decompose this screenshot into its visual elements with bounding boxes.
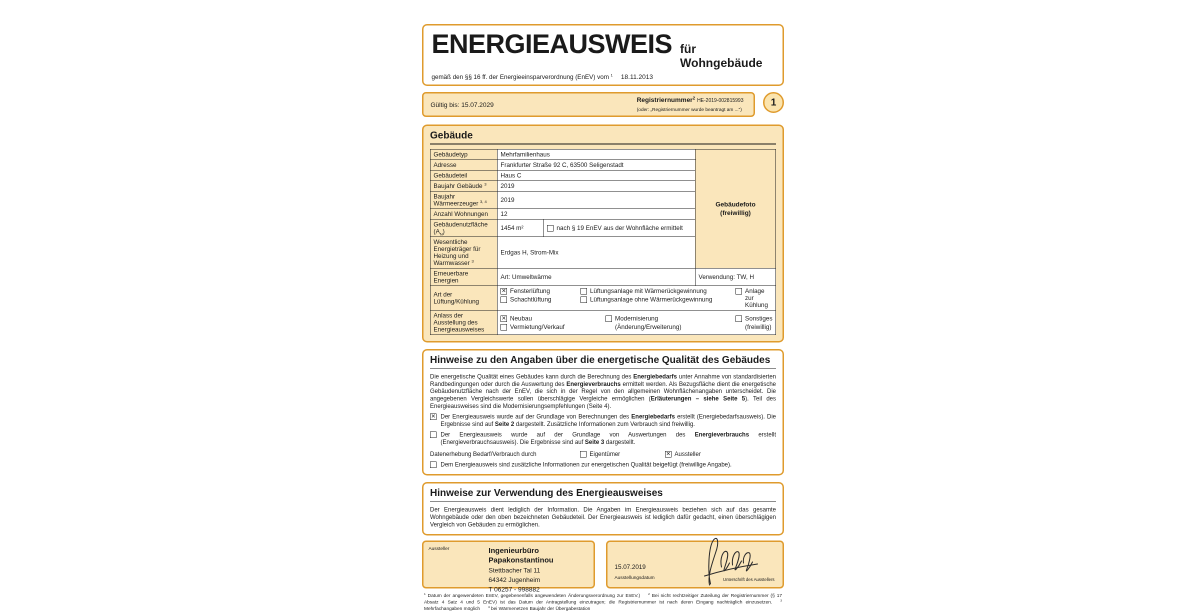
energy-carrier-value: Erdgas H, Strom-Mix bbox=[497, 237, 695, 269]
row-label: Gebäudetyp bbox=[430, 149, 497, 160]
checkbox-neubau[interactable]: ✕ bbox=[501, 315, 507, 322]
row-label: Wesentliche Energieträger für Heizung und Warmwasser $^3$ bbox=[430, 237, 497, 269]
row-label: Adresse bbox=[430, 160, 497, 171]
signature-box bbox=[606, 541, 784, 589]
bedarfsausweis-item bbox=[430, 413, 776, 428]
address-value: Frankfurter Straße 92 C, 63500 Seligenstadt bbox=[497, 160, 695, 171]
issuer-address: Stettbacher Tal 11 64342 Jugenheim T 06257 - 998882 bbox=[488, 566, 541, 593]
issuer-info bbox=[488, 546, 554, 593]
issuer-signature-row bbox=[422, 541, 784, 593]
checkbox-sonstiges[interactable] bbox=[736, 315, 743, 322]
renewable-type-value: Art: Umweltwärme bbox=[497, 268, 695, 286]
registry-number-line: Registriernummer$^2$HE-2019-002815993 bbox=[636, 95, 744, 104]
quality-notes-paragraph: Die energetische Qualität eines Gebäudes kann durch die Berechnung des Energiebedarfs unter Annahme von standardisierten Randbedingungen oder durch die Auswertung des Energieverbrauchs ermittelt werden. Als Bezugsfläche dient die energetische Gebäudenutzfläche nach der EnEV, die sich in der Regel von den allgemeinen Wohnflächenangaben unterscheidet. Die angegebenen Vergleichswerte sollen überschlägige Vergleiche ermöglichen (Erläuterungen – siehe Seite 5). Teil des Energieausweises sind die Modernisierungsempfehlungen (Seite 4). bbox=[430, 373, 777, 410]
usage-notes-title: Hinweise zur Verwendung des Energieausweises bbox=[430, 488, 776, 502]
document-subtitle: gemäß den §§ 16 ff. der Energieeinsparverordnung (EnEV) vom $^1$ bbox=[431, 72, 613, 81]
quality-notes-title: Hinweise zu den Angaben über die energetische Qualität des Gebäudes bbox=[430, 355, 776, 369]
checkbox-area-from-living-space[interactable] bbox=[547, 225, 554, 232]
table-row bbox=[430, 286, 776, 311]
checkbox-label: Schachtlüftung bbox=[510, 296, 552, 303]
usage-notes-section bbox=[422, 482, 784, 535]
row-label: Art der Lüftung/Kühlung bbox=[430, 286, 497, 311]
signature-label: Unterschrift des Ausstellers bbox=[723, 577, 775, 583]
checkbox-label: Neubau bbox=[510, 314, 532, 322]
building-section bbox=[422, 125, 784, 343]
registry-number: HE-2019-002815993 bbox=[697, 97, 744, 104]
checkbox-bedarfsausweis[interactable]: ✕ bbox=[430, 413, 436, 420]
checkbox-verbrauchsausweis[interactable] bbox=[430, 432, 437, 439]
issuer-label: Aussteller bbox=[428, 546, 450, 552]
extra-info-text: Dem Energieausweis sind zusätzliche Informationen zur energetischen Qualität beigefügt (freiwillige Angabe). bbox=[440, 460, 732, 468]
checkbox-label: Sonstiges bbox=[745, 314, 773, 322]
building-section-title: Gebäude bbox=[430, 130, 776, 145]
table-row bbox=[430, 310, 776, 335]
checkbox-fensterlueftung[interactable]: ✕ bbox=[501, 288, 507, 294]
row-label: Gebäudenutzfläche $(A_N)$ bbox=[430, 219, 497, 237]
energy-certificate-page bbox=[422, 24, 784, 612]
row-label: Anlass der Ausstellung des Energieausweises bbox=[430, 310, 497, 335]
validity-row bbox=[422, 92, 784, 118]
building-type-value: Mehrfamilienhaus bbox=[497, 149, 695, 160]
issue-date-block bbox=[615, 562, 655, 582]
checkbox-modernisierung[interactable] bbox=[606, 315, 613, 322]
title-box bbox=[422, 24, 784, 86]
checkbox-label: Eigentümer bbox=[589, 450, 621, 458]
data-collection-label: Datenerhebung Bedarf/Verbrauch durch bbox=[430, 450, 537, 458]
renewable-usage-value: Verwendung: TW, H bbox=[695, 268, 776, 286]
footnotes: $^1$ Datum der angewendeten EnEV, gegebenenfalls angewendeten Änderungsverordnung zur EnEV.) $^2$ Bei nicht rechtzeitiger Zuteilung der Registriernummer (§ 17 Absatz 4 Satz 4 und 5 EnEV) ist das Datum der Antragstellung einzutragen; die Registriernummer ist nach deren Eingang nachträglich einzusetzen. $^3$ Mehrfachangaben möglich $^4$ bei Wärmenetzen Baujahr der Übergabestation bbox=[424, 592, 782, 612]
usage-notes-paragraph: Der Energieausweis dient lediglich der Information. Die Angaben im Energieausweis beziehen sich auf das gesamte Wohngebäude oder den oben bezeichneten Gebäudeteil. Der Energieausweis ist lediglich dafür gedacht, einen überschlägigen Vergleich von Gebäuden zu ermöglichen. bbox=[430, 506, 776, 528]
occasion-options-cell bbox=[497, 310, 775, 335]
checkbox-label: nach § 19 EnEV aus der Wohnfläche ermittelt bbox=[556, 224, 683, 232]
checkbox-label: Aussteller bbox=[674, 450, 701, 458]
checkbox-label: Anlage zur Kühlung bbox=[745, 287, 768, 309]
data-collection-row bbox=[430, 450, 776, 457]
issue-date: 15.07.2019 bbox=[614, 563, 646, 571]
table-row bbox=[430, 149, 776, 160]
row-label: Anzahl Wohnungen bbox=[430, 209, 497, 220]
document-title: ENERGIEAUSWEIS bbox=[431, 29, 673, 59]
row-label: Gebäudeteil bbox=[430, 170, 497, 181]
row-label: Baujahr Gebäude $^3$ bbox=[430, 181, 497, 192]
checkbox-label: Lüftungsanlage mit Wärmerückgewinnung bbox=[590, 287, 707, 295]
usable-area-value: 1454 m² bbox=[497, 219, 544, 237]
registry-note: (oder: „Registriernummer wurde beantragt am ...“) bbox=[636, 107, 742, 113]
verbrauchsausweis-text: Der Energieausweis wurde auf der Grundlage von Auswertungen des Energieverbrauchs erstellt (Energieverbrauchsausweis). Die Ergebnisse sind auf Seite 3 dargestellt. bbox=[440, 431, 776, 446]
checkbox-sublabel: (Änderung/Erweiterung) bbox=[615, 323, 682, 331]
issuer-name: Ingenieurbüro Papakonstantinou bbox=[488, 546, 554, 565]
page-number-badge: 1 bbox=[763, 92, 784, 113]
validity-bar bbox=[422, 92, 755, 117]
issuer-phone: T 06257 - 998882 bbox=[488, 585, 540, 593]
checkbox-sublabel: (freiwillig) bbox=[745, 323, 772, 331]
quality-notes-section bbox=[422, 349, 784, 476]
checkbox-schachtlueftung[interactable] bbox=[501, 297, 508, 304]
checkbox-eigentuemer[interactable] bbox=[580, 451, 587, 458]
heater-year-value: 2019 bbox=[497, 191, 695, 209]
building-part-value: Haus C bbox=[497, 170, 695, 181]
construction-year-value: 2019 bbox=[497, 181, 695, 192]
building-photo-placeholder: Gebäudefoto (freiwillig) bbox=[695, 149, 776, 268]
regulation-date: 18.11.2013 bbox=[620, 73, 653, 81]
bedarfsausweis-text: Der Energieausweis wurde auf der Grundlage von Berechnungen des Energiebedarfs erstellt (Energiebedarfsausweis). Die Ergebnisse sind auf Seite 2 dargestellt. Zusätzliche Informationen zum Verbrauch sind freiwillig. bbox=[440, 413, 776, 428]
apartment-count-value: 12 bbox=[497, 209, 695, 220]
checkbox-label: Modernisierung bbox=[615, 314, 659, 322]
checkbox-extra-info[interactable] bbox=[430, 461, 437, 468]
verbrauchsausweis-item bbox=[430, 431, 776, 446]
checkbox-kuehlung[interactable] bbox=[736, 288, 743, 295]
ventilation-options-cell bbox=[497, 286, 775, 311]
checkbox-aussteller[interactable]: ✕ bbox=[665, 450, 671, 457]
registry-block bbox=[637, 95, 747, 113]
valid-until-text: Gültig bis: 15.07.2029 bbox=[430, 100, 494, 109]
row-label: Baujahr Wärmeerzeuger $^{3, 4}$ bbox=[430, 191, 497, 209]
issue-date-label: Ausstellungsdatum bbox=[614, 575, 655, 581]
checkbox-label: Fensterlüftung bbox=[510, 287, 551, 295]
checkbox-label: Lüftungsanlage ohne Wärmerückgewinnung bbox=[590, 296, 713, 303]
row-label: Erneuerbare Energien bbox=[430, 268, 497, 286]
extra-info-item bbox=[430, 461, 776, 468]
building-table bbox=[430, 149, 776, 335]
usable-area-method-cell bbox=[544, 219, 695, 237]
checkbox-lueftung-mit-wrg[interactable] bbox=[581, 288, 588, 295]
checkbox-lueftung-ohne-wrg[interactable] bbox=[581, 297, 588, 304]
issuer-box bbox=[422, 541, 595, 593]
table-row bbox=[430, 268, 776, 286]
checkbox-label: Vermietung/Verkauf bbox=[510, 323, 565, 331]
checkbox-vermietung-verkauf[interactable] bbox=[501, 324, 508, 331]
document-title-suffix: für Wohngebäude bbox=[680, 42, 763, 70]
